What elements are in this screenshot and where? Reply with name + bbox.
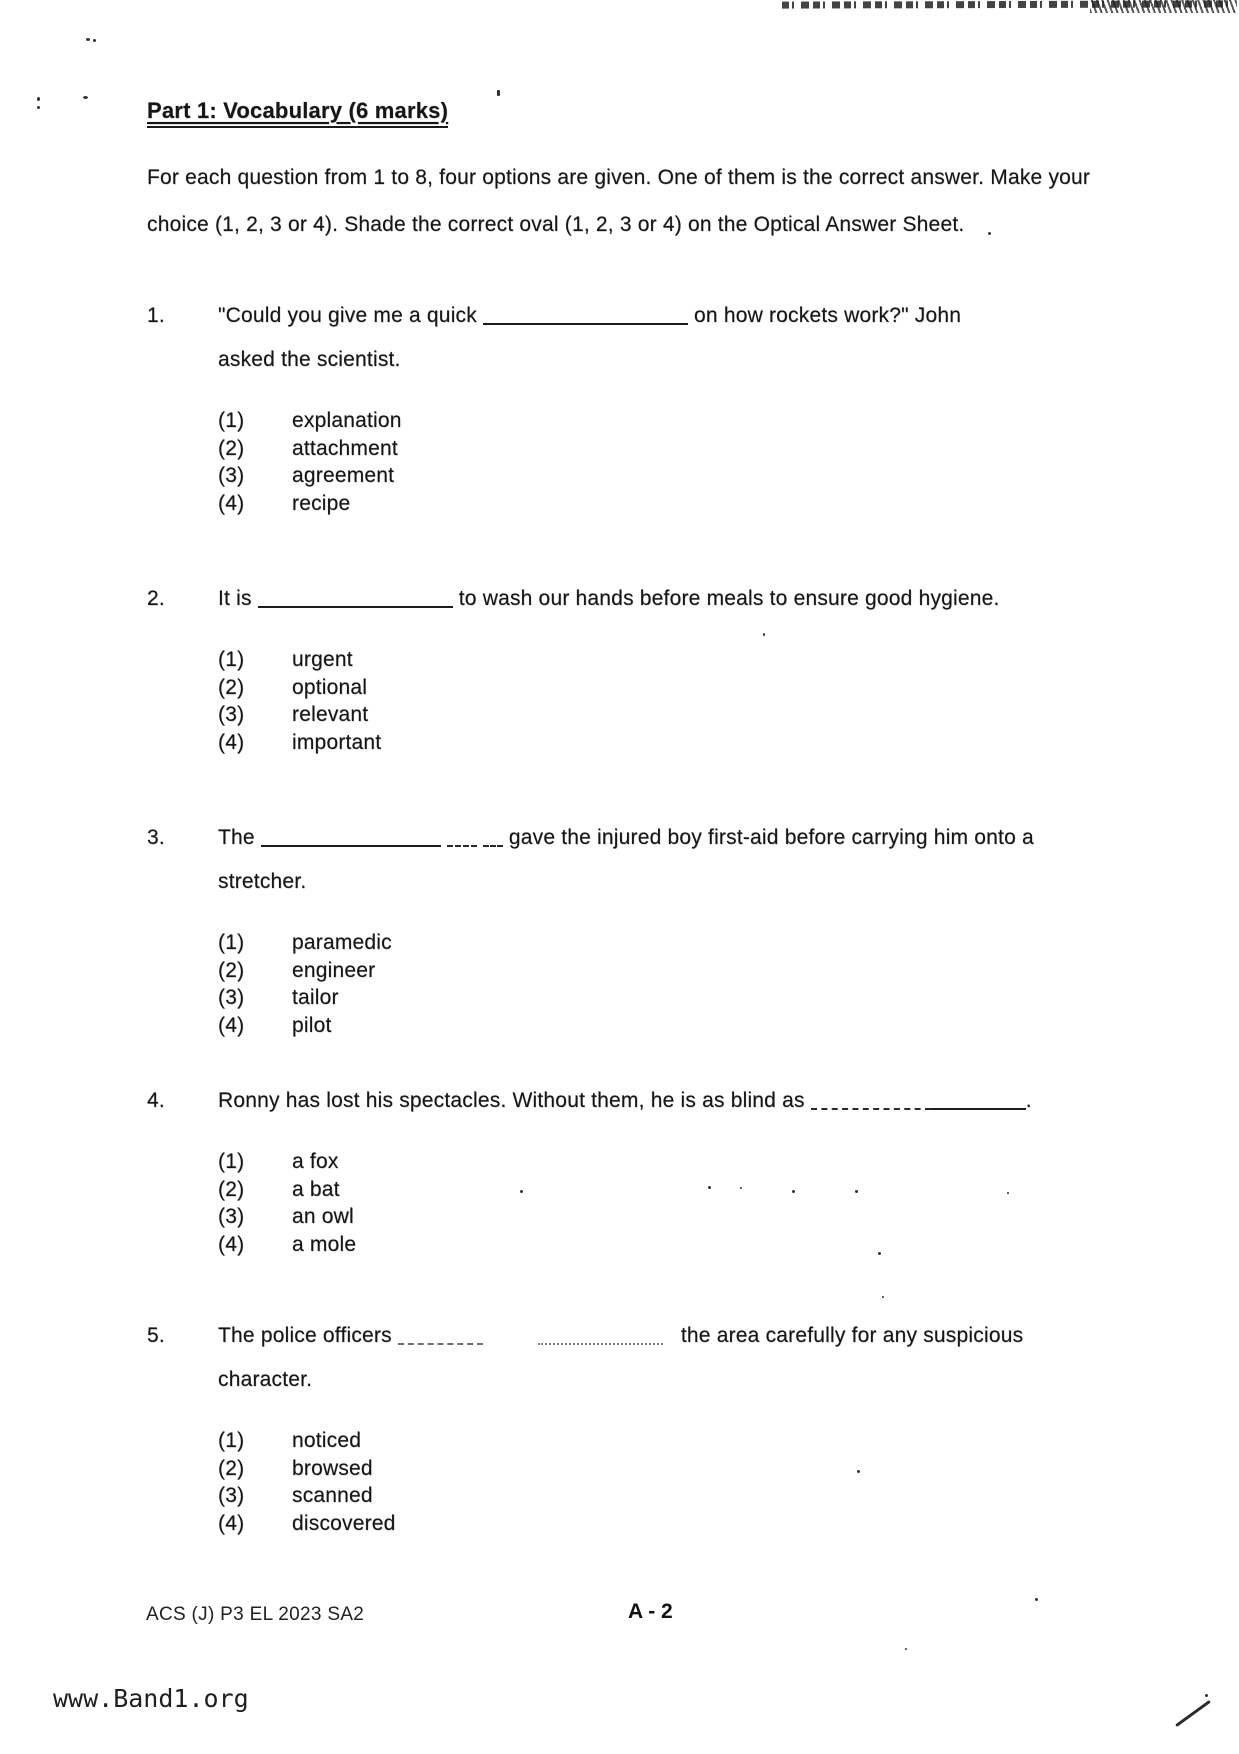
option-marker: (2)	[218, 436, 245, 460]
answer-blank	[398, 1328, 483, 1345]
option-row	[218, 1148, 1098, 1176]
answer-blank	[483, 308, 688, 325]
question-number: 3.	[147, 826, 165, 849]
stem-text: .	[1025, 1089, 1032, 1112]
options-list	[218, 929, 1098, 1039]
option-marker: (4)	[218, 491, 245, 515]
option-label: important	[292, 730, 382, 754]
stem-text: the area carefully for any suspicious	[680, 1324, 1024, 1347]
stem-text: to wash our hands before meals to ensure good hygiene.	[452, 587, 1000, 610]
scan-speck	[497, 90, 500, 96]
scan-speck	[520, 1190, 523, 1193]
option-row	[218, 435, 1098, 463]
stem-line	[218, 1079, 1098, 1123]
stem-text: asked the scientist.	[218, 348, 401, 371]
scan-speck	[37, 106, 40, 109]
question-stem	[218, 294, 1098, 382]
stem-line	[218, 816, 1098, 860]
scan-speck	[905, 1648, 907, 1650]
footer-page-number: A - 2	[628, 1600, 673, 1623]
option-label: discovered	[292, 1511, 396, 1535]
option-row	[218, 1482, 1098, 1510]
option-label: pilot	[292, 1013, 332, 1037]
scan-speck	[763, 633, 765, 636]
answer-blank	[258, 591, 453, 608]
questions-list	[147, 294, 1239, 1537]
scan-speck	[792, 1190, 795, 1193]
answer-blank	[261, 830, 441, 847]
options-list	[218, 407, 1098, 517]
question-body	[218, 577, 1098, 756]
scan-mark-slash	[1175, 1700, 1211, 1727]
question-stem	[218, 816, 1098, 904]
scan-speck	[882, 1296, 884, 1298]
scan-speck	[86, 38, 90, 41]
option-row	[218, 1203, 1098, 1231]
option-row	[218, 1176, 1098, 1204]
option-label: relevant	[292, 703, 369, 726]
option-marker: (3)	[218, 464, 245, 487]
question-stem	[218, 1079, 1098, 1123]
option-marker: (2)	[218, 1177, 245, 1201]
answer-blank	[483, 830, 503, 847]
options-list	[218, 1148, 1098, 1258]
scan-speck	[1205, 1694, 1208, 1697]
option-marker: (2)	[218, 958, 245, 982]
option-label: engineer	[292, 958, 376, 982]
option-marker: (1)	[218, 1429, 245, 1452]
question	[147, 816, 1239, 1039]
option-row	[218, 984, 1098, 1012]
option-row	[218, 646, 1098, 674]
stem-line	[218, 577, 1098, 621]
option-row	[218, 674, 1098, 702]
blank-gap	[663, 1340, 681, 1342]
option-row	[218, 1012, 1098, 1040]
stem-line	[218, 860, 1098, 904]
stem-text: gave the injured boy first-aid before carrying him onto a	[502, 826, 1034, 849]
watermark-site-url: www.Band1.org	[53, 1684, 249, 1713]
option-label: tailor	[292, 986, 339, 1009]
stem-text: The	[218, 826, 261, 849]
scan-speck	[988, 232, 991, 235]
question-body	[218, 294, 1098, 517]
question	[147, 294, 1239, 517]
option-row	[218, 701, 1098, 729]
question-body	[218, 816, 1098, 1039]
option-label: a bat	[292, 1177, 340, 1201]
options-list	[218, 1427, 1098, 1537]
option-marker: (2)	[218, 675, 245, 699]
scan-speck	[740, 1187, 742, 1189]
option-row	[218, 729, 1098, 757]
option-label: explanation	[292, 409, 402, 432]
option-label: a fox	[292, 1150, 339, 1173]
question	[147, 1314, 1239, 1537]
option-row	[218, 1231, 1098, 1259]
blank-gap	[483, 1340, 538, 1342]
option-marker: (4)	[218, 1511, 245, 1535]
option-row	[218, 929, 1098, 957]
option-label: attachment	[292, 436, 398, 460]
footer-doc-code: ACS (J) P3 EL 2023 SA2	[146, 1604, 365, 1625]
question	[147, 1079, 1239, 1258]
stem-line	[218, 294, 1098, 338]
option-row	[218, 1427, 1098, 1455]
option-label: agreement	[292, 464, 395, 487]
section-title: Part 1: Vocabulary (6 marks)	[147, 98, 448, 128]
option-label: recipe	[292, 491, 351, 515]
option-marker: (3)	[218, 1205, 245, 1228]
scan-speck	[708, 1186, 711, 1189]
option-marker: (4)	[218, 1232, 245, 1256]
question	[147, 577, 1239, 756]
stem-text: It is	[218, 587, 258, 610]
option-marker: (1)	[218, 1150, 245, 1173]
stem-text: stretcher.	[218, 870, 307, 893]
option-row	[218, 957, 1098, 985]
option-label: urgent	[292, 648, 353, 671]
stem-text: "Could you give me a quick	[218, 304, 483, 327]
option-marker: (3)	[218, 1484, 245, 1507]
stem-line	[218, 1314, 1098, 1358]
option-label: scanned	[292, 1484, 373, 1507]
option-label: a mole	[292, 1232, 357, 1256]
answer-blank	[931, 1093, 1026, 1110]
option-marker: (2)	[218, 1456, 245, 1480]
option-marker: (4)	[218, 730, 245, 754]
answer-blank	[811, 1093, 931, 1110]
question-body	[218, 1079, 1098, 1258]
option-row	[218, 1510, 1098, 1538]
option-marker: (3)	[218, 703, 245, 726]
stem-line	[218, 338, 1098, 382]
question-body	[218, 1314, 1098, 1537]
option-label: an owl	[292, 1205, 354, 1228]
option-row	[218, 407, 1098, 435]
scan-speck	[857, 1470, 860, 1473]
question-stem	[218, 577, 1098, 621]
option-marker: (4)	[218, 1013, 245, 1037]
stem-text: character.	[218, 1368, 313, 1391]
scan-speck	[855, 1190, 858, 1193]
option-marker: (3)	[218, 986, 245, 1009]
question-number: 5.	[147, 1324, 165, 1347]
scan-speck	[1007, 1192, 1009, 1194]
stem-text: Ronny has lost his spectacles. Without them, he is as blind as	[218, 1089, 811, 1112]
answer-blank	[447, 830, 477, 847]
section-instructions: For each question from 1 to 8, four options are given. One of them is the correct answer. Make your choice (1, 2, 3 or 4). Shade the correct oval (1, 2, 3 or 4) on the Optical Answer Sheet.	[147, 166, 1091, 236]
option-label: noticed	[292, 1429, 362, 1452]
option-label: optional	[292, 675, 368, 699]
stem-line	[218, 1358, 1098, 1402]
question-number: 1.	[147, 304, 165, 327]
option-marker: (1)	[218, 931, 245, 954]
option-label: paramedic	[292, 931, 392, 954]
scan-speck	[93, 39, 96, 42]
scan-speck	[83, 96, 88, 99]
scan-speck	[1035, 1598, 1038, 1601]
stem-text: on how rockets work?" John	[688, 304, 962, 327]
option-marker: (1)	[218, 648, 245, 671]
question-number: 4.	[147, 1089, 165, 1112]
scan-speck	[37, 97, 40, 101]
question-stem	[218, 1314, 1098, 1402]
option-row	[218, 490, 1098, 518]
options-list	[218, 646, 1098, 756]
option-row	[218, 462, 1098, 490]
question-number: 2.	[147, 587, 165, 610]
option-label: browsed	[292, 1456, 373, 1480]
option-marker: (1)	[218, 409, 245, 432]
scan-speck	[878, 1252, 881, 1255]
option-row	[218, 1455, 1098, 1483]
stem-text: The police officers	[218, 1324, 398, 1347]
answer-blank	[538, 1328, 663, 1345]
